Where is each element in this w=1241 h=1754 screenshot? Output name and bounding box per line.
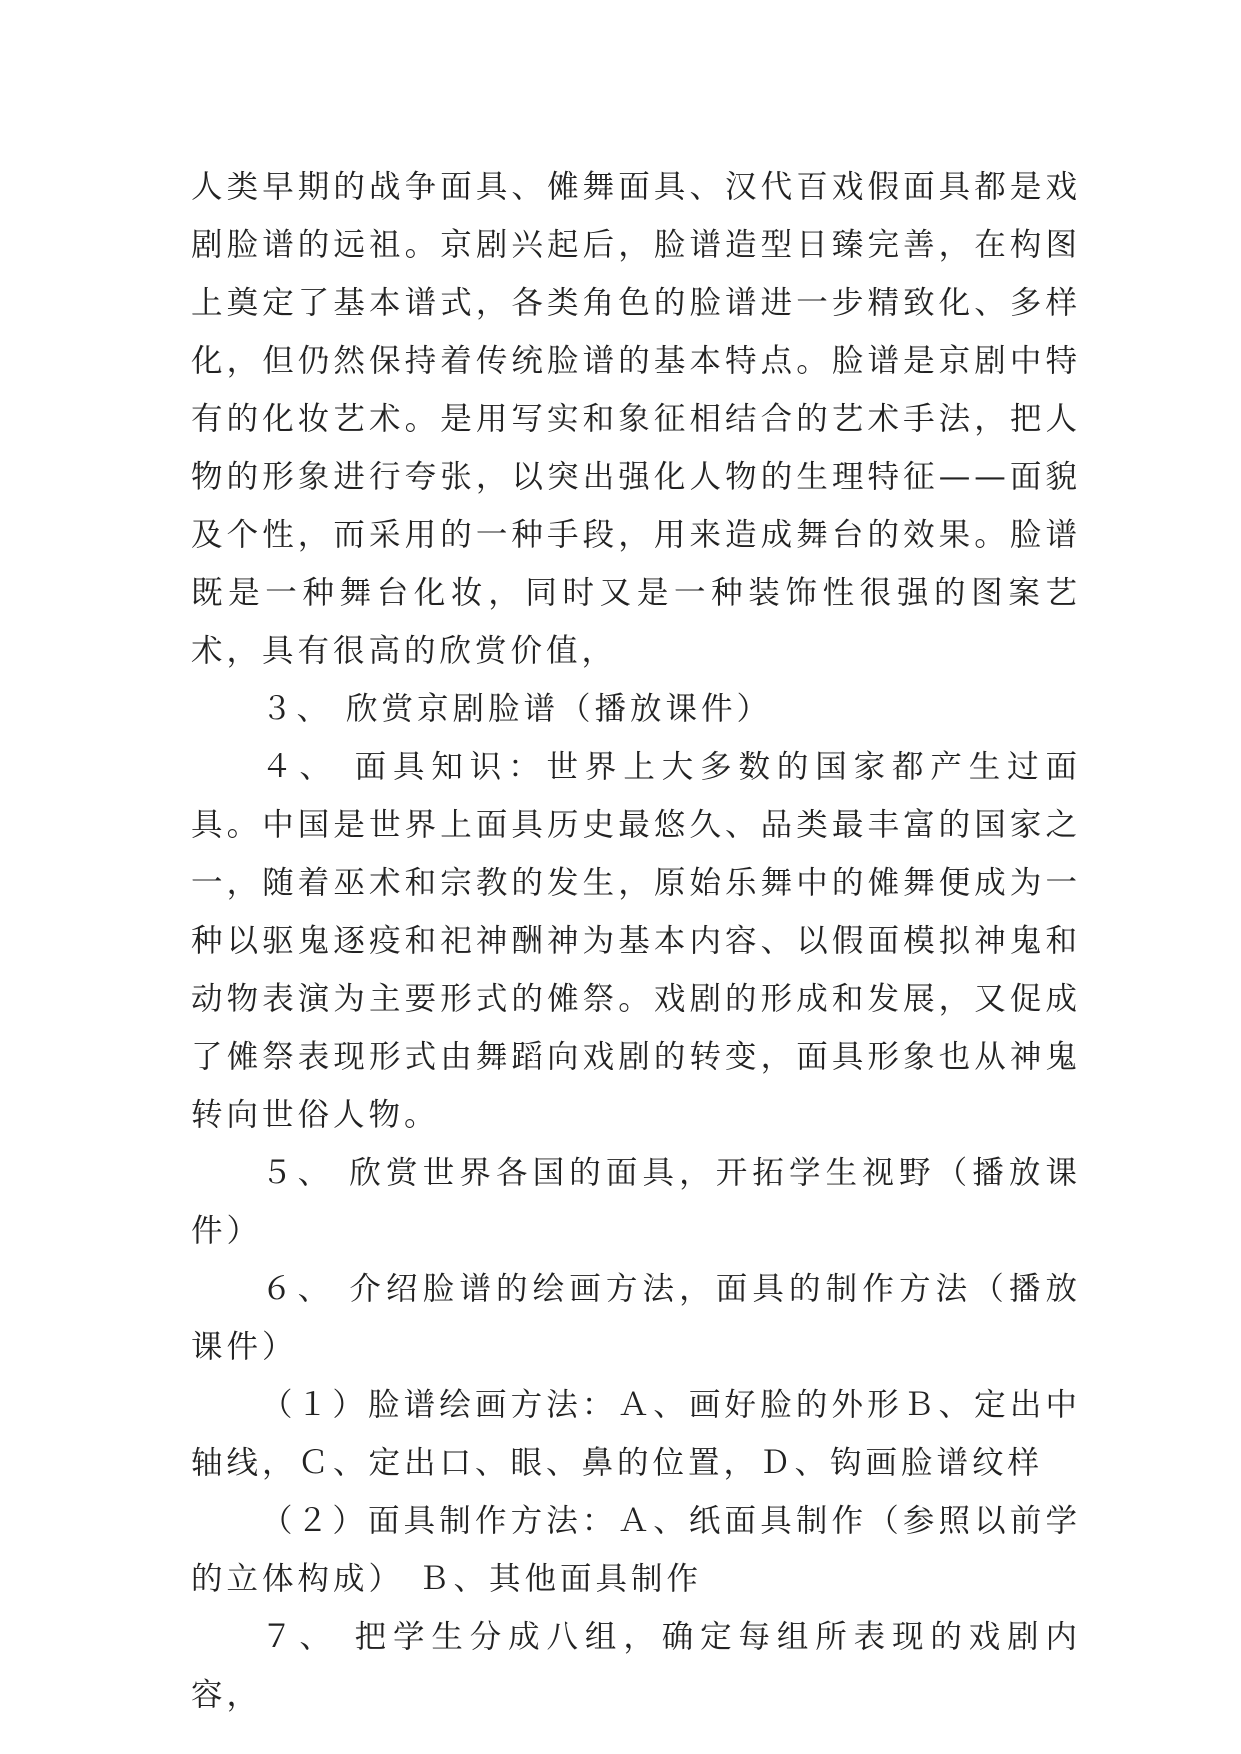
paragraph-step-5: ５、 欣赏世界各国的面具，开拓学生视野（播放课件） [191, 1155, 1081, 1249]
paragraph-step-6-1: （１）脸谱绘画方法：Ａ、画好脸的外形Ｂ、定出中轴线，Ｃ、定出口、眼、鼻的位置，Ｄ、钩画脸谱纹样 [191, 1387, 1081, 1481]
paragraph-step-6: ６、 介绍脸谱的绘画方法，面具的制作方法（播放课件） [191, 1271, 1081, 1365]
paragraph-step-6-2: （２）面具制作方法：Ａ、纸面具制作（参照以前学的立体构成） Ｂ、其他面具制作 [191, 1503, 1081, 1597]
paragraph-step-3: ３、 欣赏京剧脸谱（播放课件） [261, 691, 773, 727]
body-text [191, 158, 1081, 1724]
paragraph-step-4: ４、 面具知识：世界上大多数的国家都产生过面具。中国是世界上面具历史最悠久、品类最丰富的国家之一，随着巫术和宗教的发生，原始乐舞中的傩舞便成为一种以驱鬼逐疫和祀神酬神为基本内容、以假面模拟神鬼和动物表演为主要形式的傩祭。戏剧的形成和发展，又促成了傩祭表现形式由舞蹈向戏剧的转变，面具形象也从神鬼转向世俗人物。 [191, 749, 1081, 1133]
paragraph-step-7: ７、 把学生分成八组，确定每组所表现的戏剧内容， [191, 1619, 1081, 1713]
paragraph-intro: 人类早期的战争面具、傩舞面具、汉代百戏假面具都是戏剧脸谱的远祖。京剧兴起后，脸谱造型日臻完善，在构图上奠定了基本谱式，各类角色的脸谱进一步精致化、多样化，但仍然保持着传统脸谱的基本特点。脸谱是京剧中特有的化妆艺术。是用写实和象征相结合的艺术手法，把人物的形象进行夸张，以突出强化人物的生理特征——面貌及个性，而采用的一种手段，用来造成舞台的效果。脸谱既是一种舞台化妆，同时又是一种装饰性很强的图案艺术，具有很高的欣赏价值， [191, 169, 1081, 669]
